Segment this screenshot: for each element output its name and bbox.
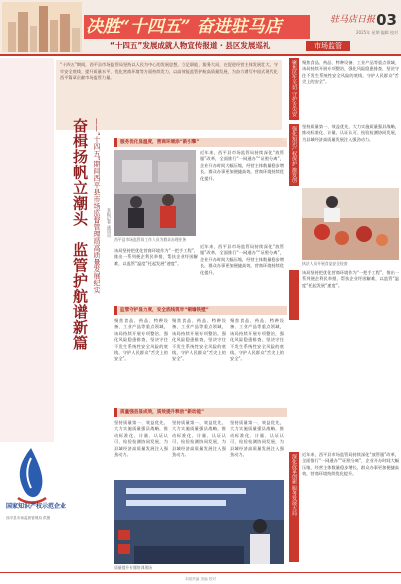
- emblem-note: 西平县市场监督管理局 供图: [6, 516, 51, 520]
- sidebar-label-2: 强化知识产权保护 激发创新活力: [281, 126, 297, 183]
- left-margin-strip: [0, 58, 54, 442]
- section-1-col-left: 该局坚持把优化营商环境作为“一把手工程”，推出一系列便企利民举措，帮扶企业纾困解难，以监管“温度”托起发展“速度”。: [114, 248, 198, 266]
- sidebar-2-text: 坚持质量第一、效益优先，大力实施质量强县战略，推动标准化、计量、认证认可、检验检测协同发展，为县域经济高质量发展注入强劲动力。: [302, 124, 399, 142]
- header-rule: [0, 54, 401, 56]
- section-2-col-1: 聚焦食品、药品、特种设备、工业产品等重点领域，该局持续开展专项整治，强化风险隐患排查，坚决守住不发生系统性安全风险的底线，守护人民群众“舌尖上的安全”。: [114, 318, 168, 362]
- sidebar-label-1: 聚焦民生关切 守护舌尖安全: [281, 60, 297, 117]
- emblem-label: 国家知识产权示范企业: [6, 503, 67, 510]
- section-heading-2: 监管守护显力度，安全底线筑牢“铜墙铁壁”: [120, 308, 209, 313]
- sidebar-label-bg-3: [289, 270, 299, 320]
- page-title: 决胜“十四五” 奋进驻马店: [86, 17, 282, 37]
- sidebar-label-3: 深化改革创新 服务发展大局: [291, 454, 297, 516]
- sidebar-1-text: 聚焦食品、药品、特种设备、工业产品等重点领域，该局持续开展专项整治，强化风险隐患排查，坚决守住不发生系统性安全风险的底线，守护人民群众“舌尖上的安全”。: [302, 60, 399, 85]
- section-heading-1: 服务优化显温度，营商环境添“新引擎”: [120, 140, 200, 145]
- section-1-col-right-2: 近年来，西平县市场监管局持续深化“放管服”改革，全面推行“一网通办”“证照分离”，企业开办时间大幅压缩，经营主体数量稳步增长，群众办事更加便捷高效，营商环境持续优化提升。: [200, 244, 284, 275]
- headline: 奋楫扬帆立潮头 监管护航谱新篇: [71, 118, 89, 351]
- lead-paragraph: “十四五”期间，西平县市场监管局坚持以人民为中心的发展思想，立足职能、服务大局，在促进经营主体发展壮大、守牢安全底线、提升质量水平、优化营商环境等方面持续发力，以高效能监管护航高质量发展，为奋力谱写中国式现代化西平篇章贡献市场监管力量。: [60, 62, 278, 81]
- sidebar-3-text: 该局坚持把优化营商环境作为“一把手工程”，推出一系列便企利民举措，帮扶企业纾困解难，以监管“温度”托起发展“速度”。: [302, 270, 399, 288]
- newspaper-name: 驻马店日报: [330, 15, 376, 25]
- section-2-col-3: 聚焦食品、药品、特种设备、工业产品等重点领域，该局持续开展专项整治，强化风险隐患排查，坚决守住不发生系统性安全风险的底线，守护人民群众“舌尖上的安全”。: [230, 318, 284, 362]
- footer: 本版责编 美编 校对: [184, 577, 217, 581]
- section-tag: 市场监管: [306, 41, 350, 51]
- photo-training-image: [114, 480, 284, 564]
- skyline-illustration: [2, 2, 82, 52]
- page-subtitle: “十四五”发展成就人物宣传报道 · 县区发展巡礼: [110, 41, 271, 50]
- caption-2: 执法人员开展食品安全检查: [302, 261, 348, 266]
- page-number: 03: [376, 11, 397, 29]
- footer-rule: [0, 572, 401, 573]
- photo-service-hall: [114, 150, 196, 236]
- photo-food-inspection: [302, 188, 399, 260]
- section-3-col-2: 坚持质量第一、效益优先，大力实施质量强县战略，推动标准化、计量、认证认可、检验检测协同发展，为县域经济高质量发展注入强劲动力。: [172, 420, 226, 458]
- photo-service-hall-image: [114, 150, 196, 236]
- section-3-col-1: 坚持质量第一、效益优先，大力实施质量强县战略，推动标准化、计量、认证认可、检验检测协同发展，为县域经济高质量发展注入强劲动力。: [114, 420, 168, 458]
- section-3-col-3: 坚持质量第一、效益优先，大力实施质量强县战略，推动标准化、计量、认证认可、检验检测协同发展，为县域经济高质量发展注入强劲动力。: [230, 420, 284, 458]
- sidebar-4-text: 近年来，西平县市场监管局持续深化“放管服”改革，全面推行“一网通办”“证照分离”，企业开办时间大幅压缩，经营主体数量稳步增长，群众办事更加便捷高效，营商环境持续优化提升。: [302, 452, 399, 477]
- caption-3: 质量提升专题培训现场: [114, 565, 152, 570]
- section-2-col-2: 聚焦食品、药品、特种设备、工业产品等重点领域，该局持续开展专项整治，强化风险隐患排查，坚决守住不发生系统性安全风险的底线，守护人民群众“舌尖上的安全”。: [172, 318, 226, 362]
- ip-emblem-icon: [10, 444, 52, 506]
- photo-training: [114, 480, 284, 564]
- page-meta: 2025年 星期 编辑 校对: [356, 30, 398, 35]
- section-heading-3: 质量强县显成效，质效提升释放“新动能”: [120, 410, 205, 415]
- photo-food-inspection-image: [302, 188, 399, 260]
- headline-subtitle: ——“十四五”期间西平县市场监督管理局高质量发展纪实: [93, 118, 101, 294]
- section-1-col-right: 近年来，西平县市场监管局持续深化“放管服”改革，全面推行“一网通办”“证照分离”，企业开办时间大幅压缩，经营主体数量稳步增长，群众办事更加便捷高效，营商环境持续优化提升。: [200, 150, 284, 181]
- byline: 本报记者 通讯员: [107, 208, 112, 238]
- caption-1: 西平县市场监管局工作人员为群众办理业务: [114, 237, 187, 242]
